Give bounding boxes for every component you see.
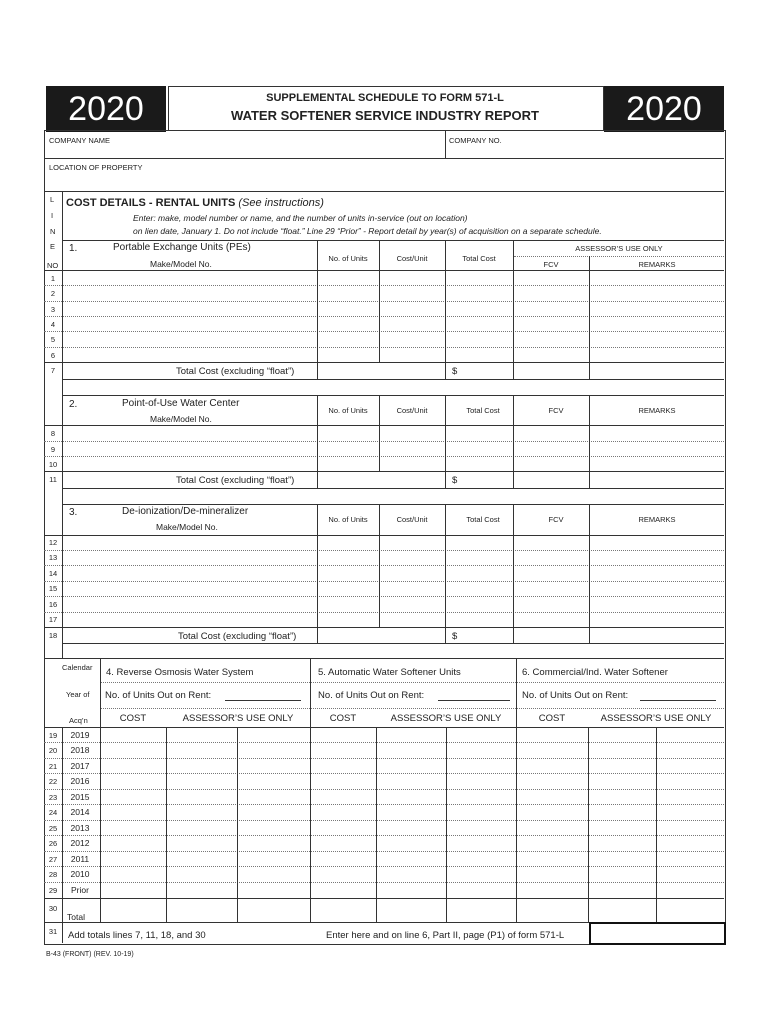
line-number: 21 bbox=[48, 762, 58, 771]
acquisition-year: Prior bbox=[71, 885, 89, 895]
section1-assessors-header: ASSESSOR’S USE ONLY bbox=[575, 244, 663, 253]
line-number: 12 bbox=[48, 538, 58, 547]
acquisition-year: 2019 bbox=[70, 730, 90, 740]
section3-total-label: Total Cost (excluding “float”) bbox=[178, 631, 297, 642]
line-number: 2 bbox=[50, 289, 56, 298]
form-number: B-43 (FRONT) (REV. 10-19) bbox=[46, 951, 134, 958]
line-number: 16 bbox=[48, 600, 58, 609]
acqn-label: Acq’n bbox=[69, 716, 88, 725]
category5-title: 5. Automatic Water Softener Units bbox=[318, 667, 461, 678]
line-number: 4 bbox=[50, 320, 56, 329]
acquisition-year: 2011 bbox=[70, 854, 90, 864]
form-year-left: 2020 bbox=[46, 86, 166, 132]
company-name-field[interactable] bbox=[45, 131, 445, 158]
company-name-label: COMPANY NAME bbox=[49, 136, 110, 145]
line-letter-l: L bbox=[50, 195, 55, 204]
cat4-units-field[interactable] bbox=[225, 700, 301, 701]
section3-fcv-header: FCV bbox=[548, 515, 564, 524]
location-label: LOCATION OF PROPERTY bbox=[49, 163, 143, 172]
section2-make-model-header: Make/Model No. bbox=[150, 414, 212, 424]
section2-no-units-header: No. of Units bbox=[328, 406, 368, 415]
section1-fcv-header: FCV bbox=[543, 260, 559, 269]
line-number: 5 bbox=[50, 335, 56, 344]
acquisition-year: 2015 bbox=[70, 792, 90, 802]
section3-cost-unit-header: Cost/Unit bbox=[396, 515, 428, 524]
acquisition-year: 2017 bbox=[70, 761, 90, 771]
line-number: 26 bbox=[48, 839, 58, 848]
section3-title: De-ionization/De-mineralizer bbox=[122, 506, 249, 517]
section1-total-label: Total Cost (excluding “float”) bbox=[176, 366, 295, 377]
line-letter-n: N bbox=[50, 227, 56, 236]
calendar-label: Calendar bbox=[62, 663, 93, 672]
line-number: 30 bbox=[48, 904, 58, 913]
line-number: 3 bbox=[50, 305, 56, 314]
instructions-line-1: Enter: make, model number or name, and the number of units in-service (out on location) bbox=[133, 213, 468, 223]
form-subtitle: SUPPLEMENTAL SCHEDULE TO FORM 571-L bbox=[266, 92, 504, 104]
cat6-units-label: No. of Units Out on Rent: bbox=[522, 690, 629, 701]
line-number: 6 bbox=[50, 351, 56, 360]
section1-total-cost-header: Total Cost bbox=[462, 254, 496, 263]
line-number: 23 bbox=[48, 793, 58, 802]
cat4-cost-header: COST bbox=[119, 713, 147, 724]
section3-num: 3. bbox=[69, 507, 78, 518]
line-number: 9 bbox=[50, 445, 56, 454]
see-instructions: (See instructions) bbox=[238, 197, 324, 209]
line-number: 20 bbox=[48, 746, 58, 755]
grand-total-field[interactable] bbox=[589, 922, 726, 945]
line-number: 22 bbox=[48, 777, 58, 786]
section2-dollar: $ bbox=[452, 475, 458, 486]
section2-num: 2. bbox=[69, 399, 78, 410]
section1-num: 1. bbox=[69, 243, 78, 254]
cost-details-heading: COST DETAILS - RENTAL UNITS bbox=[66, 197, 236, 209]
line-number: 11 bbox=[49, 475, 57, 484]
section1-total-field[interactable] bbox=[462, 363, 512, 379]
section3-make-model-header: Make/Model No. bbox=[156, 522, 218, 532]
section2-total-field[interactable] bbox=[462, 472, 512, 488]
cat4-assessors-header: ASSESSOR’S USE ONLY bbox=[182, 713, 294, 724]
cat5-units-label: No. of Units Out on Rent: bbox=[318, 690, 425, 701]
section1-remarks-header: REMARKS bbox=[638, 260, 676, 269]
section1-cost-unit-header: Cost/Unit bbox=[396, 254, 428, 263]
form-year-right: 2020 bbox=[604, 86, 724, 132]
line-number: 28 bbox=[48, 870, 58, 879]
section1-dollar: $ bbox=[452, 366, 458, 377]
add-totals-text: Add totals lines 7, 11, 18, and 30 bbox=[68, 930, 206, 941]
line-number: 27 bbox=[48, 855, 58, 864]
company-no-label: COMPANY NO. bbox=[449, 136, 502, 145]
line-number: 8 bbox=[50, 429, 56, 438]
acquisition-year: 2012 bbox=[70, 838, 90, 848]
company-no-field[interactable] bbox=[446, 131, 723, 158]
section1-make-model-header: Make/Model No. bbox=[150, 259, 212, 269]
section3-no-units-header: No. of Units bbox=[328, 515, 368, 524]
cat5-cost-header: COST bbox=[329, 713, 357, 724]
section1-title: Portable Exchange Units (PEs) bbox=[113, 242, 251, 253]
instructions-line-2: on lien date, January 1. Do not include “float.” Line 29 “Prior” - Report detail by year(s) of acquisition on a separate schedule. bbox=[133, 226, 602, 236]
section2-cost-unit-header: Cost/Unit bbox=[396, 406, 428, 415]
no-label: NO bbox=[47, 261, 59, 270]
section1-no-units-header: No. of Units bbox=[328, 254, 368, 263]
line-number: 15 bbox=[48, 584, 58, 593]
total-label: Total bbox=[67, 912, 85, 922]
line-number: 25 bbox=[48, 824, 58, 833]
enter-here-text: Enter here and on line 6, Part II, page (P1) of form 571-L bbox=[326, 930, 565, 941]
line-number: 7 bbox=[50, 366, 56, 375]
line-number: 19 bbox=[48, 731, 58, 740]
cat6-cost-header: COST bbox=[538, 713, 566, 724]
line-letter-e: E bbox=[50, 242, 56, 251]
section3-total-cost-header: Total Cost bbox=[466, 515, 500, 524]
section3-total-field[interactable] bbox=[462, 628, 512, 644]
acquisition-year: 2016 bbox=[70, 776, 90, 786]
cat4-units-label: No. of Units Out on Rent: bbox=[105, 690, 212, 701]
line-number: 31 bbox=[48, 927, 58, 936]
line-number: 29 bbox=[48, 886, 58, 895]
cost-details-title bbox=[66, 197, 324, 209]
form-title: WATER SOFTENER SERVICE INDUSTRY REPORT bbox=[231, 108, 539, 123]
line-number: 10 bbox=[48, 460, 58, 469]
category6-title: 6. Commercial/Ind. Water Softener bbox=[522, 667, 668, 678]
cat5-assessors-header: ASSESSOR’S USE ONLY bbox=[390, 713, 502, 724]
cat6-assessors-header: ASSESSOR’S USE ONLY bbox=[600, 713, 712, 724]
line-letter-i: I bbox=[51, 211, 54, 220]
acquisition-year: 2010 bbox=[70, 869, 90, 879]
section3-remarks-header: REMARKS bbox=[638, 515, 676, 524]
section2-total-label: Total Cost (excluding “float”) bbox=[176, 475, 295, 486]
line-number: 17 bbox=[48, 615, 58, 624]
line-number: 1 bbox=[50, 274, 56, 283]
line-number: 13 bbox=[48, 553, 58, 562]
acquisition-year: 2014 bbox=[70, 807, 90, 817]
acquisition-year: 2013 bbox=[70, 823, 90, 833]
category4-title: 4. Reverse Osmosis Water System bbox=[106, 667, 254, 678]
location-field[interactable] bbox=[45, 159, 723, 191]
section2-total-cost-header: Total Cost bbox=[466, 406, 500, 415]
line-number: 24 bbox=[48, 808, 58, 817]
section3-dollar: $ bbox=[452, 631, 458, 642]
cat5-units-field[interactable] bbox=[438, 700, 510, 701]
section2-remarks-header: REMARKS bbox=[638, 406, 676, 415]
line-number: 14 bbox=[48, 569, 58, 578]
section2-fcv-header: FCV bbox=[548, 406, 564, 415]
year-of-label: Year of bbox=[66, 690, 90, 699]
section2-title: Point-of-Use Water Center bbox=[122, 398, 240, 409]
cat6-units-field[interactable] bbox=[640, 700, 716, 701]
acquisition-year: 2018 bbox=[70, 745, 90, 755]
line-number: 18 bbox=[48, 631, 58, 640]
